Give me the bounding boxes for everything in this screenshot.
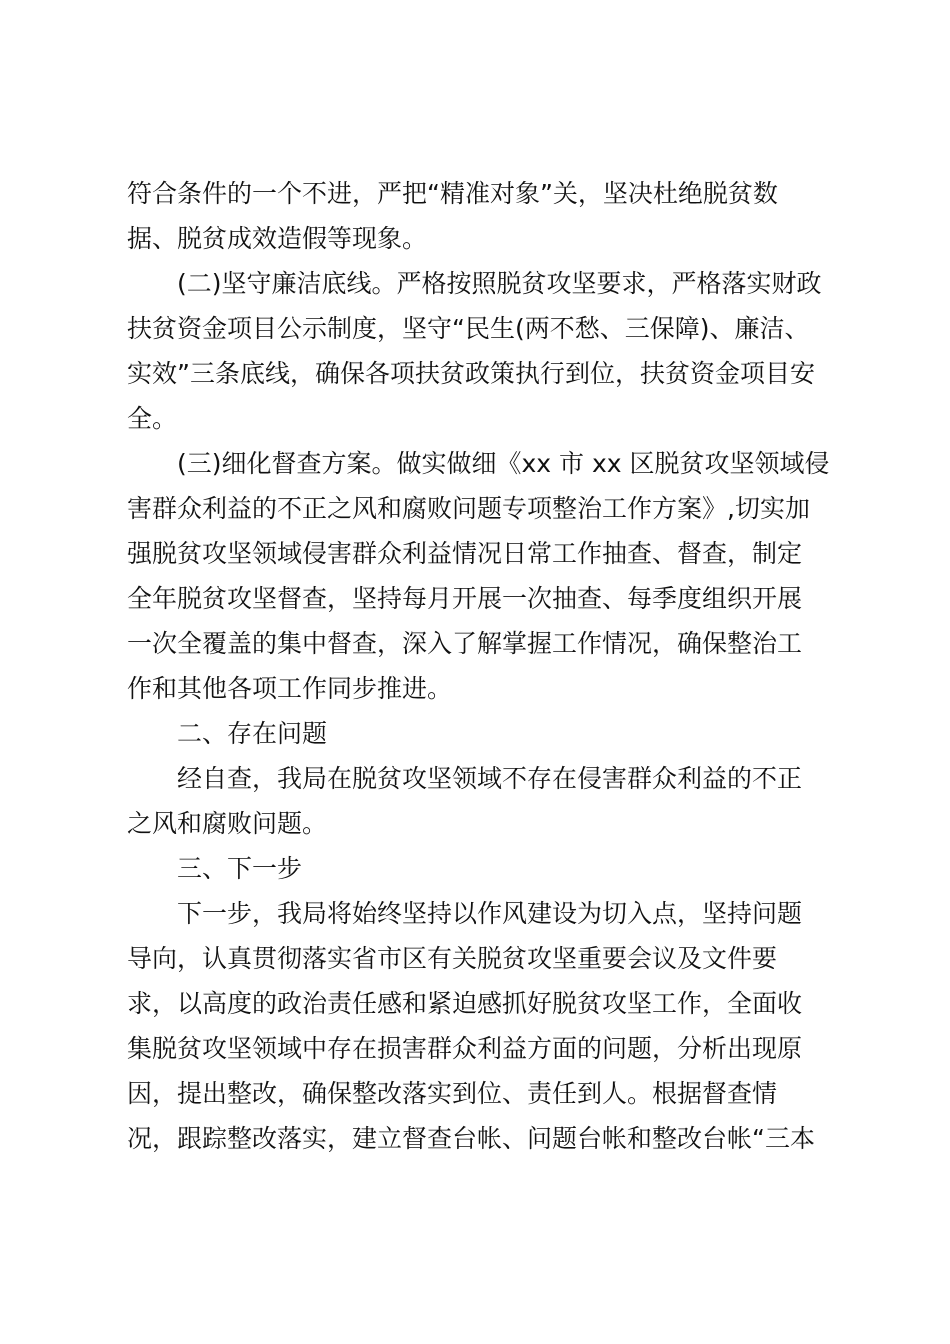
text-line: (三)细化督查方案。做实做细《xx 市 xx 区脱贫攻坚领域侵: [177, 449, 830, 478]
text-line: 下一步，我局将始终坚持以作风建设为切入点，坚持问题: [177, 899, 803, 928]
text-line: 之风和腐败问题。: [127, 809, 328, 838]
text-line: 因，提出整改，确保整改落实到位、责任到人。根据督查情: [127, 1079, 778, 1108]
text-line: 扶贫资金项目公示制度，坚守“民生(两不愁、三保障)、廉洁、: [127, 314, 810, 343]
text-line: 全。: [127, 404, 178, 433]
text-line: 作和其他各项工作同步推进。: [127, 674, 453, 703]
text-line: 三、下一步: [177, 854, 303, 883]
text-line: 导向，认真贯彻落实省市区有关脱贫攻坚重要会议及文件要: [127, 944, 778, 973]
text-line: (二)坚守廉洁底线。严格按照脱贫攻坚要求，严格落实财政: [177, 269, 822, 298]
text-line: 强脱贫攻坚领域侵害群众利益情况日常工作抽查、督查，制定: [127, 539, 803, 568]
text-line: 二、存在问题: [177, 719, 328, 748]
text-line: 集脱贫攻坚领域中存在损害群众利益方面的问题，分析出现原: [127, 1034, 803, 1063]
text-line: 况，跟踪整改落实，建立督查台帐、问题台帐和整改台帐“三本: [127, 1124, 815, 1153]
text-line: 求，以高度的政治责任感和紧迫感抓好脱贫攻坚工作，全面收: [127, 989, 803, 1018]
text-line: 据、脱贫成效造假等现象。: [127, 224, 428, 253]
text-line: 害群众利益的不正之风和腐败问题专项整治工作方案》,切实加: [127, 494, 810, 523]
text-line: 符合条件的一个不进，严把“精准对象”关，坚决杜绝脱贫数: [127, 179, 778, 208]
text-line: 实效”三条底线，确保各项扶贫政策执行到位，扶贫资金项目安: [127, 359, 815, 388]
document-body: [127, 171, 837, 1161]
text-line: 经自查，我局在脱贫攻坚领域不存在侵害群众利益的不正: [177, 764, 803, 793]
text-line: 全年脱贫攻坚督查，坚持每月开展一次抽查、每季度组织开展: [127, 584, 803, 613]
text-line: 一次全覆盖的集中督查，深入了解掌握工作情况，确保整治工: [127, 629, 803, 658]
